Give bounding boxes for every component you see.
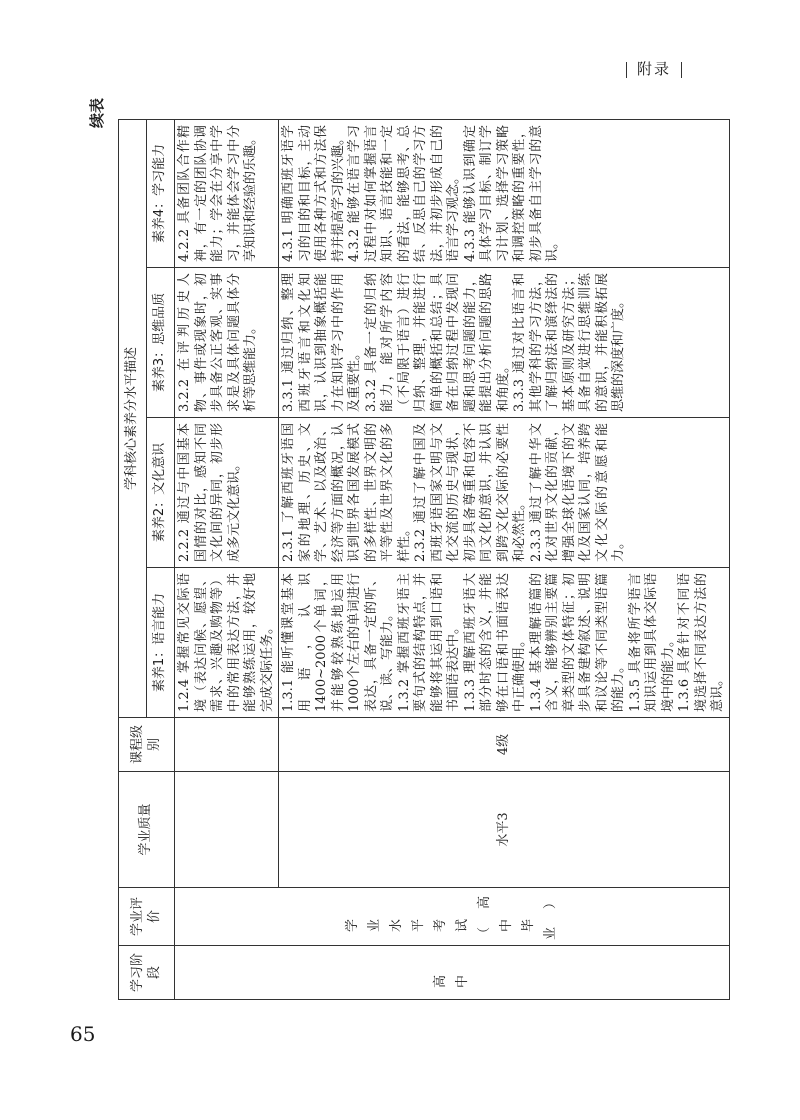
desc-item: 1.3.1 能听懂课堂基本用语，认识1400~2000个单词，并能够较熟练地运用1000个左右的单词进行表达，具备一定的听、说、读、写能力。 bbox=[281, 573, 395, 712]
desc-item: 4.3.1 明确西班牙语学习的目的和目标，主动使用各种方式和方法保持并提高学习的兴趣。 bbox=[281, 124, 346, 262]
desc-item: 1.3.4 基本理解语篇的含义，能够辨别主要篇章类型的文体特征；初步具备建构叙述、说明和议论等不同类型语篇的能力。 bbox=[528, 573, 626, 712]
level-cell: 4级 bbox=[279, 718, 730, 772]
desc-item: 1.3.6 具备针对不同语境选择不同表达方法的意识。 bbox=[677, 573, 725, 712]
desc-item: 1.3.3 理解西班牙语大部分时态的含义，并能够在口语和书面语表达中正确使用。 bbox=[462, 573, 527, 712]
row2-culture bbox=[279, 418, 730, 568]
row2-learning bbox=[279, 119, 730, 267]
desc-item: 2.2.2 通过与中国基本国情的对比，感知不同文化间的异同，初步形成多元文化意识。 bbox=[177, 423, 242, 562]
desc-item: 3.3.3 通过对比语言和其他学科的学习方法，了解归纳法和演绎法的基本原则及研究方法；具备自觉进行思维训练的意识，并能积极拓展思维的深度和广度。 bbox=[512, 273, 626, 412]
header-divider-left bbox=[626, 62, 627, 78]
row2-lang bbox=[279, 568, 730, 718]
desc-item: 2.3.2 通过了解中国及西班牙语国家文明与文化交流的历史与现状，初步具备尊重和包容不同文化的意识，并认识到跨文化交际的必要性和必然性。 bbox=[413, 423, 527, 562]
page-number: 65 bbox=[70, 1022, 96, 1046]
header-stage: 学习阶段 bbox=[119, 946, 175, 1000]
row1-lang bbox=[175, 568, 279, 718]
desc-item: 4.3.3 能够认识到确定具体学习目标、制订学习计划、选择学习策略和调控策略的重要性，初步具备自主学习的意识。 bbox=[462, 124, 560, 262]
header-lang: 素养1：语言能力 bbox=[147, 568, 175, 718]
standards-table bbox=[118, 119, 730, 1000]
quality-cell-row1 bbox=[175, 772, 279, 888]
desc-item: 4.2.2 具备团队合作精神，有一定的团队协调能力；学会在分享中学习，并能体会学习中分享知识和经验的乐趣。 bbox=[177, 124, 258, 262]
stage-cell: 高中 bbox=[175, 946, 730, 1000]
header-quality: 学业质量 bbox=[119, 772, 175, 888]
header-culture: 素养2：文化意识 bbox=[147, 418, 175, 568]
row1-culture bbox=[175, 418, 279, 568]
page-header bbox=[616, 58, 692, 79]
level-cell-row1 bbox=[175, 718, 279, 772]
continued-label: 续表 bbox=[88, 98, 106, 129]
desc-item: 3.2.2 在评判历史人物、事件或现象时，初步具备公正客观、实事求是及具体问题具体分析等思维能力。 bbox=[177, 273, 258, 412]
row2-thinking bbox=[279, 268, 730, 418]
desc-item: 1.3.5 具备将所学语言知识运用到具体交际语境中的能力。 bbox=[627, 573, 676, 712]
eval-cell: 学业水平考试（高中毕业） bbox=[175, 888, 730, 946]
desc-item: 2.3.1 了解西班牙语国家的地理、历史、文学、艺术、以及政治、经济等方面的概况，认识到世界各国发展模式的多样性、世界文明的平等性及世界文化的多样性。 bbox=[281, 423, 412, 562]
desc-item: 3.3.2 具备一定的归纳能力，能对所学内容（不局限于语言）进行归纳、整理，并能进行简单的概括和总结；具备在归纳过程中发现问题和思考问题的能力，能提出分析问题的思路和角度。 bbox=[363, 273, 511, 412]
quality-cell: 水平3 bbox=[279, 772, 730, 888]
header-thinking: 素养3：思维品质 bbox=[147, 268, 175, 418]
header-eval: 学业评价 bbox=[119, 888, 175, 946]
row1-thinking bbox=[175, 268, 279, 418]
desc-item: 1.3.2 掌握西班牙语主要句式的结构特点，并能够将其运用到口语和书面语表达中。 bbox=[396, 573, 461, 712]
header-level: 课程级别 bbox=[119, 718, 175, 772]
desc-item: 4.3.2 能够在语言学习过程中对如何掌握语言知识、语言技能和一定的看法，能够思考、总结、反思自己的学习方法，并初步形成自己的语言学习观念。 bbox=[347, 124, 461, 262]
header-divider-right bbox=[681, 62, 682, 78]
desc-item: 2.3.3 通过了解中华文化对世界文化的贡献，增强全球化语境下的文化及国家认同，培养跨文化交际的意愿和能力。 bbox=[528, 423, 626, 562]
desc-item: 3.3.1 通过归纳、整理西班牙语言和文化知识，认识到抽象概括能力在知识学习中的作用及重要性。 bbox=[281, 273, 362, 412]
desc-item: 1.2.4 掌握常见交际语境（表达问候、愿望、需求、兴趣及购物等）中的常用表达方法，并能够熟练运用，较好地完成交际任务。 bbox=[177, 573, 275, 712]
header-title: 附录 bbox=[636, 60, 671, 78]
header-learning: 素养4：学习能力 bbox=[147, 119, 175, 267]
rotated-table-region bbox=[88, 98, 725, 1000]
row1-learning bbox=[175, 119, 279, 267]
header-group: 学科核心素养分水平描述 bbox=[119, 119, 147, 717]
